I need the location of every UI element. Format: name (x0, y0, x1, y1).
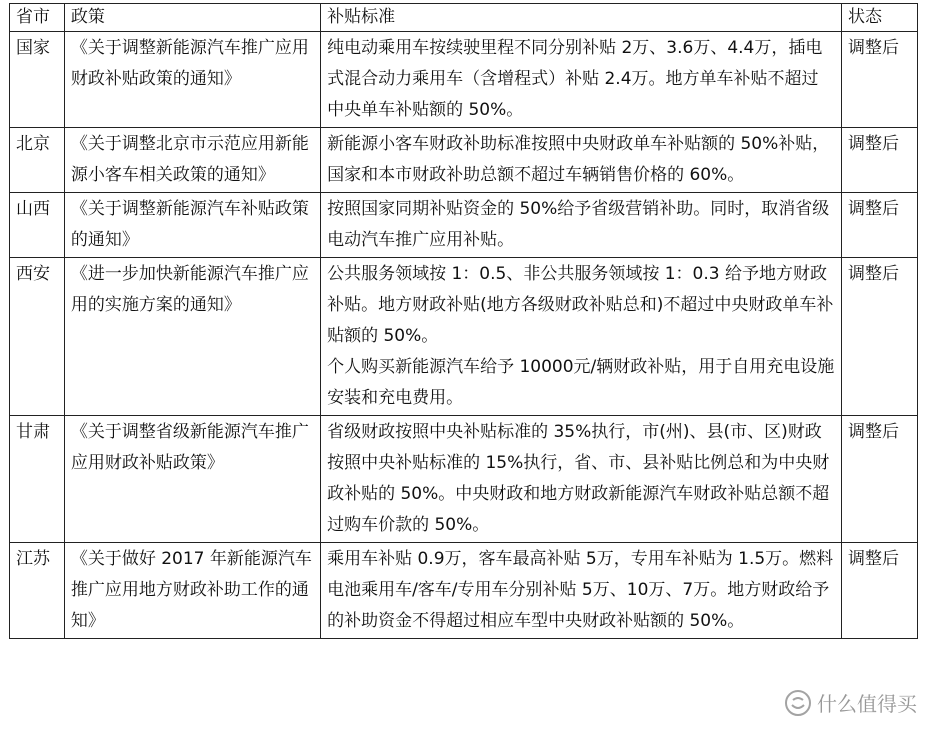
cell-status: 调整后 (842, 543, 918, 639)
cell-policy: 《关于做好 2017 年新能源汽车推广应用地方财政补助工作的通知》 (64, 543, 320, 639)
subsidy-paragraph: 个人购买新能源汽车给予 10000元/辆财政补贴，用于自用充电设施安装和充电费用。 (327, 357, 835, 408)
cell-province: 西安 (10, 258, 65, 416)
cell-status: 调整后 (842, 416, 918, 543)
subsidy-paragraph: 乘用车补贴 0.9万，客车最高补贴 5万，专用车补贴为 1.5万。燃料电池乘用车/客车/专用车分别补贴 5万、10万、7万。地方财政给予的补助资金不得超过相应车型中央财政补贴额的 50%。 (327, 549, 834, 631)
table-row (10, 543, 918, 639)
cell-province: 甘肃 (10, 416, 65, 543)
table-row (10, 416, 918, 543)
subsidy-paragraph: 新能源小客车财政补助标准按照中央财政单车补贴额的 50%补贴，国家和本市财政补助总额不超过车辆销售价格的 60%。 (327, 134, 830, 185)
cell-province: 山西 (10, 193, 65, 258)
cell-status: 调整后 (842, 193, 918, 258)
watermark (785, 688, 917, 717)
cell-subsidy (321, 543, 842, 639)
cell-status: 调整后 (842, 32, 918, 128)
table-row (10, 193, 918, 258)
subsidy-paragraph: 省级财政按照中央补贴标准的 35%执行，市(州)、县(市、区)财政按照中央补贴标准的 15%执行，省、市、县补贴比例总和为中央财政补贴的 50%。中央财政和地方财政新能源汽车财政补贴总额不超过购车价款的 50%。 (327, 422, 830, 535)
cell-policy: 《关于调整新能源汽车补贴政策的通知》 (64, 193, 320, 258)
cell-province: 国家 (10, 32, 65, 128)
subsidy-paragraph: 公共服务领域按 1：0.5、非公共服务领域按 1：0.3 给予地方财政补贴。地方财政补贴(地方各级财政补贴总和)不超过中央财政单车补贴额的 50%。 (327, 264, 834, 346)
cell-policy: 《关于调整北京市示范应用新能源小客车相关政策的通知》 (64, 128, 320, 193)
subsidy-paragraph: 纯电动乘用车按续驶里程不同分别补贴 2万、3.6万、4.4万，插电式混合动力乘用车（含增程式）补贴 2.4万。地方单车补贴不超过中央单车补贴额的 50%。 (327, 38, 823, 120)
cell-policy: 《关于调整新能源汽车推广应用财政补贴政策的通知》 (64, 32, 320, 128)
subsidy-paragraph: 按照国家同期补贴资金的 50%给予省级营销补助。同时，取消省级电动汽车推广应用补贴。 (327, 199, 830, 250)
table-row (10, 128, 918, 193)
smzdm-logo-icon (785, 690, 811, 716)
cell-status: 调整后 (842, 128, 918, 193)
cell-subsidy (321, 32, 842, 128)
header-policy: 政策 (64, 4, 320, 32)
table-row (10, 258, 918, 416)
header-subsidy: 补贴标准 (321, 4, 842, 32)
policy-table (9, 3, 918, 639)
table-body (10, 32, 918, 639)
cell-province: 江苏 (10, 543, 65, 639)
cell-subsidy (321, 128, 842, 193)
header-province: 省市 (10, 4, 65, 32)
watermark-text: 什么值得买 (817, 692, 917, 716)
header-status: 状态 (842, 4, 918, 32)
cell-policy: 《关于调整省级新能源汽车推广应用财政补贴政策》 (64, 416, 320, 543)
cell-province: 北京 (10, 128, 65, 193)
table-header-row (10, 4, 918, 32)
cell-subsidy (321, 193, 842, 258)
cell-status: 调整后 (842, 258, 918, 416)
table-row (10, 32, 918, 128)
cell-policy: 《进一步加快新能源汽车推广应用的实施方案的通知》 (64, 258, 320, 416)
cell-subsidy (321, 416, 842, 543)
cell-subsidy (321, 258, 842, 416)
